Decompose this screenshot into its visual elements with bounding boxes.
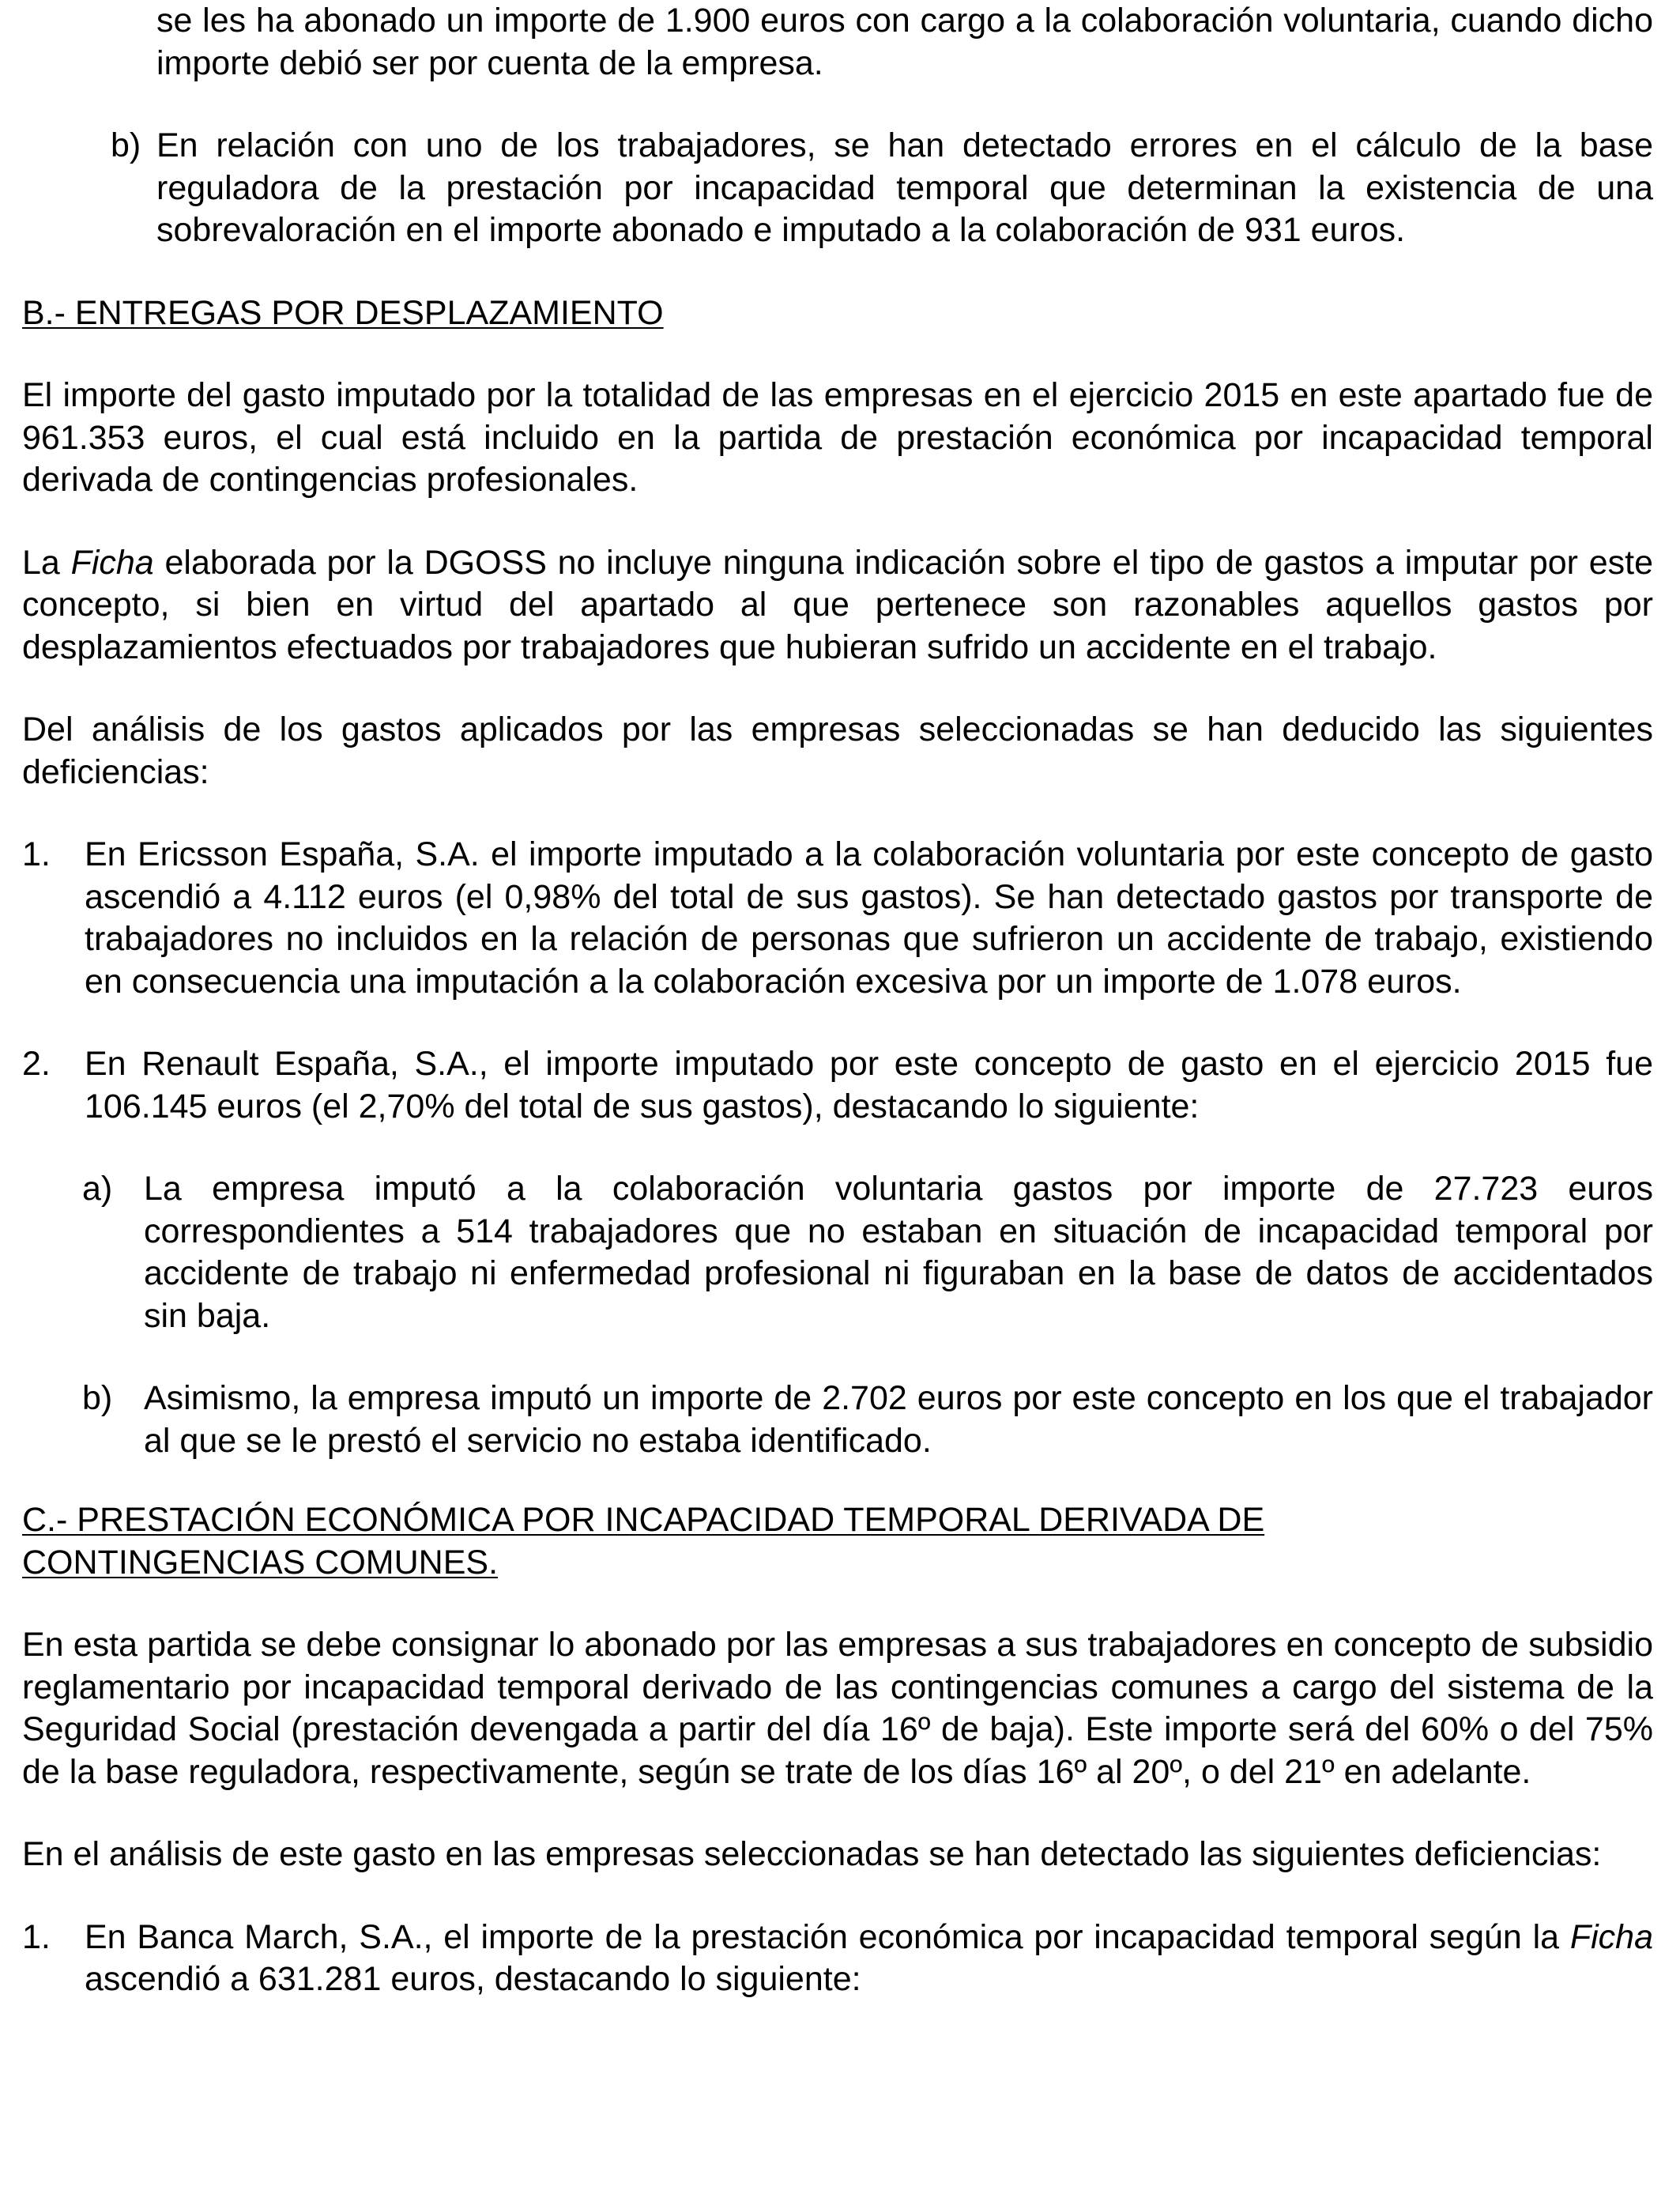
paragraph-b-importe: El importe del gasto imputado por la totalidad de las empresas en el ejercicio 2015 en este apartado fue de 961.353 euros, el cual está incluido en la partida de prestación económica por incapacidad temporal derivada de contingencias profesionales. (22, 376, 1653, 499)
emphasis-ficha: Ficha (1569, 1917, 1653, 1956)
list-label: 1. (22, 835, 51, 873)
paragraph-c-partida: En esta partida se debe consignar lo abonado por las empresas a sus trabajadores en concepto de subsidio reglamentario por incapacidad temporal derivado de las contingencias comunes a cargo del sistema de la Seguridad Social (prestación devengada a partir del día 16º de baja). Este importe será del 60% o del 75% de la base reguladora, respectivamente, según se trate de los días 16º al 20º, o del 21º en adelante. (22, 1626, 1653, 1791)
paragraph-b-ficha (22, 542, 1653, 669)
list-item-text (85, 1918, 1653, 1999)
list-label: a) (82, 1170, 113, 1208)
text-run: elaborada por la DGOSS no incluye ninguna indicación sobre el tipo de gastos a imputar por este concepto, si bien en virtud del apartado al que pertenece son razonables aquellos gastos por desplazamientos efectuados por trabajadores que hubieran sufrido un accidente en el trabajo. (22, 543, 1653, 666)
list-label: 1. (22, 1917, 51, 1956)
text-run: La (22, 543, 71, 582)
list-item-b-errores (22, 125, 1653, 252)
section-heading-c-line2: CONTINGENCIAS COMUNES. (22, 1543, 499, 1581)
paragraph-c-analisis: En el análisis de este gasto en las empresas seleccionadas se han detectado las siguientes deficiencias: (22, 1835, 1602, 1873)
list-label: b) (82, 1379, 113, 1417)
list-item-ericsson (22, 834, 1653, 1003)
sublist-item-renault-a (22, 1168, 1653, 1337)
paragraph-continuation: se les ha abonado un importe de 1.900 euros con cargo a la colaboración voluntaria, cuando dicho importe debió ser por cuenta de la empresa. (156, 2, 1653, 82)
section-heading-b: B.- ENTREGAS POR DESPLAZAMIENTO (22, 293, 664, 332)
emphasis-ficha: Ficha (70, 543, 154, 582)
list-item-text: En Ericsson España, S.A. el importe imputado a la colaboración voluntaria por este concepto de gasto ascendió a 4.112 euros (el 0,98% del total de sus gastos). Se han detectado gastos por transporte de trabajadores no incluidos en la relación de personas que sufrieron un accidente de trabajo, existiendo en consecuencia una imputación a la colaboración excesiva por un importe de 1.078 euros. (85, 835, 1653, 1001)
list-item-text: En relación con uno de los trabajadores, se han detectado errores en el cálculo de la base reguladora de la prestación por incapacidad temporal que determinan la existencia de una sobrevaloración en el importe abonado e imputado a la colaboración de 931 euros. (156, 126, 1653, 249)
list-label: 2. (22, 1045, 51, 1083)
paragraph-b-analisis: Del análisis de los gastos aplicados por las empresas seleccionadas se han deducido las siguientes deficiencias: (22, 711, 1653, 791)
list-item-text: Asimismo, la empresa imputó un importe de 2.702 euros por este concepto en los que el trabajador al que se le prestó el servicio no estaba identificado. (144, 1379, 1653, 1460)
list-label: b) (111, 126, 141, 164)
list-item-text: La empresa imputó a la colaboración voluntaria gastos por importe de 27.723 euros correspondientes a 514 trabajadores que no estaban en situación de incapacidad temporal por accidente de trabajo ni enfermedad profesional ni figuraban en la base de datos de accidentados sin baja. (144, 1170, 1653, 1335)
list-item-text: En Renault España, S.A., el importe imputado por este concepto de gasto en el ejercicio 2015 fue 106.145 euros (el 2,70% del total de sus gastos), destacando lo siguiente: (85, 1045, 1653, 1125)
list-item-renault (22, 1043, 1653, 1128)
sublist-item-renault-b (22, 1378, 1653, 1462)
list-item-banca-march (22, 1917, 1653, 2001)
section-heading-c-line1: C.- PRESTACIÓN ECONÓMICA POR INCAPACIDAD TEMPORAL DERIVADA DE (22, 1501, 1265, 1539)
text-run: En Banca March, S.A., el importe de la prestación económica por incapacidad temporal según la (85, 1917, 1570, 1956)
text-run: ascendió a 631.281 euros, destacando lo siguiente: (85, 1960, 861, 1998)
